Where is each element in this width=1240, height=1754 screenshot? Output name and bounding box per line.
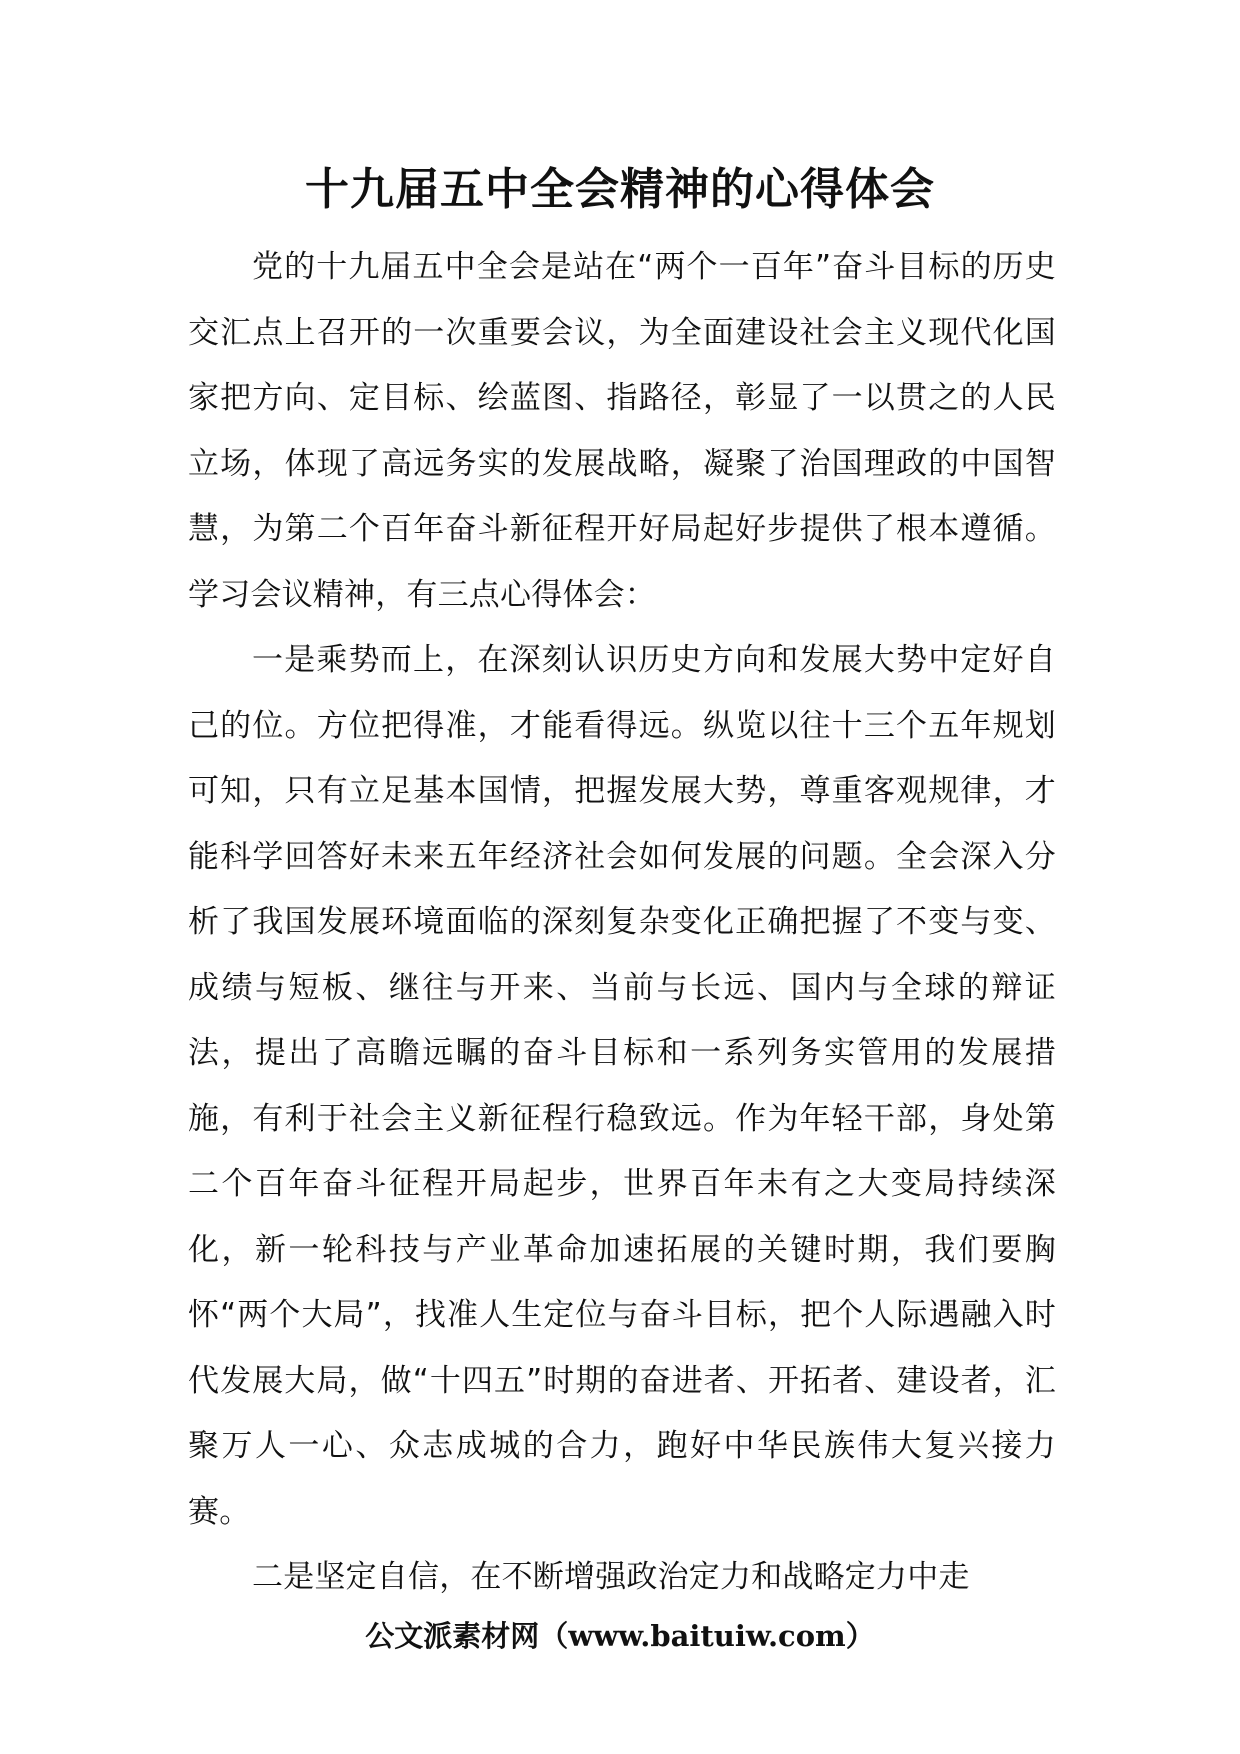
paragraph-point-two: 二是坚定自信，在不断增强政治定力和战略定力中走 [252,1559,970,1595]
paragraph-point-one: 一是乘势而上，在深刻认识历史方向和发展大势中定好自己的位。方位把得准，才能看得远。纵览以往十三个五年规划可知，只有立足基本国情，把握发展大势，尊重客观规律，才能科学回答好未来五年经济社会如何发展的问题。全会深入分析了我国发展环境面临的深刻复杂变化正确把握了不变与变、成绩与短板、继往与开来、当前与长远、国内与全球的辩证法，提出了高瞻远瞩的奋斗目标和一系列务实管用的发展措施，有利于社会主义新征程行稳致远。作为年轻干部，身处第二个百年奋斗征程开局起步，世界百年未有之大变局持续深化，新一轮科技与产业革命加速拓展的关键时期，我们要胸怀“两个大局”，找准人生定位与奋斗目标，把个人际遇融入时代发展大局，做“十四五”时期的奋进者、开拓者、建设者，汇聚万人一心、众志成城的合力，跑好中华民族伟大复兴接力赛。 [188,642,1056,1530]
footer-watermark: 公文派素材网（www.baituiw.com） [365,1619,875,1653]
document-body [188,235,1056,1611]
paragraph-intro: 党的十九届五中全会是站在“两个一百年”奋斗目标的历史交汇点上召开的一次重要会议，为全面建设社会主义现代化国家把方向、定目标、绘蓝图、指路径，彰显了一以贯之的人民立场，体现了高远务实的发展战略，凝聚了治国理政的中国智慧，为第二个百年奋斗新征程开好局起好步提供了根本遵循。学习会议精神，有三点心得体会： [188,249,1056,613]
document-title: 十九届五中全会精神的心得体会 [305,164,935,215]
